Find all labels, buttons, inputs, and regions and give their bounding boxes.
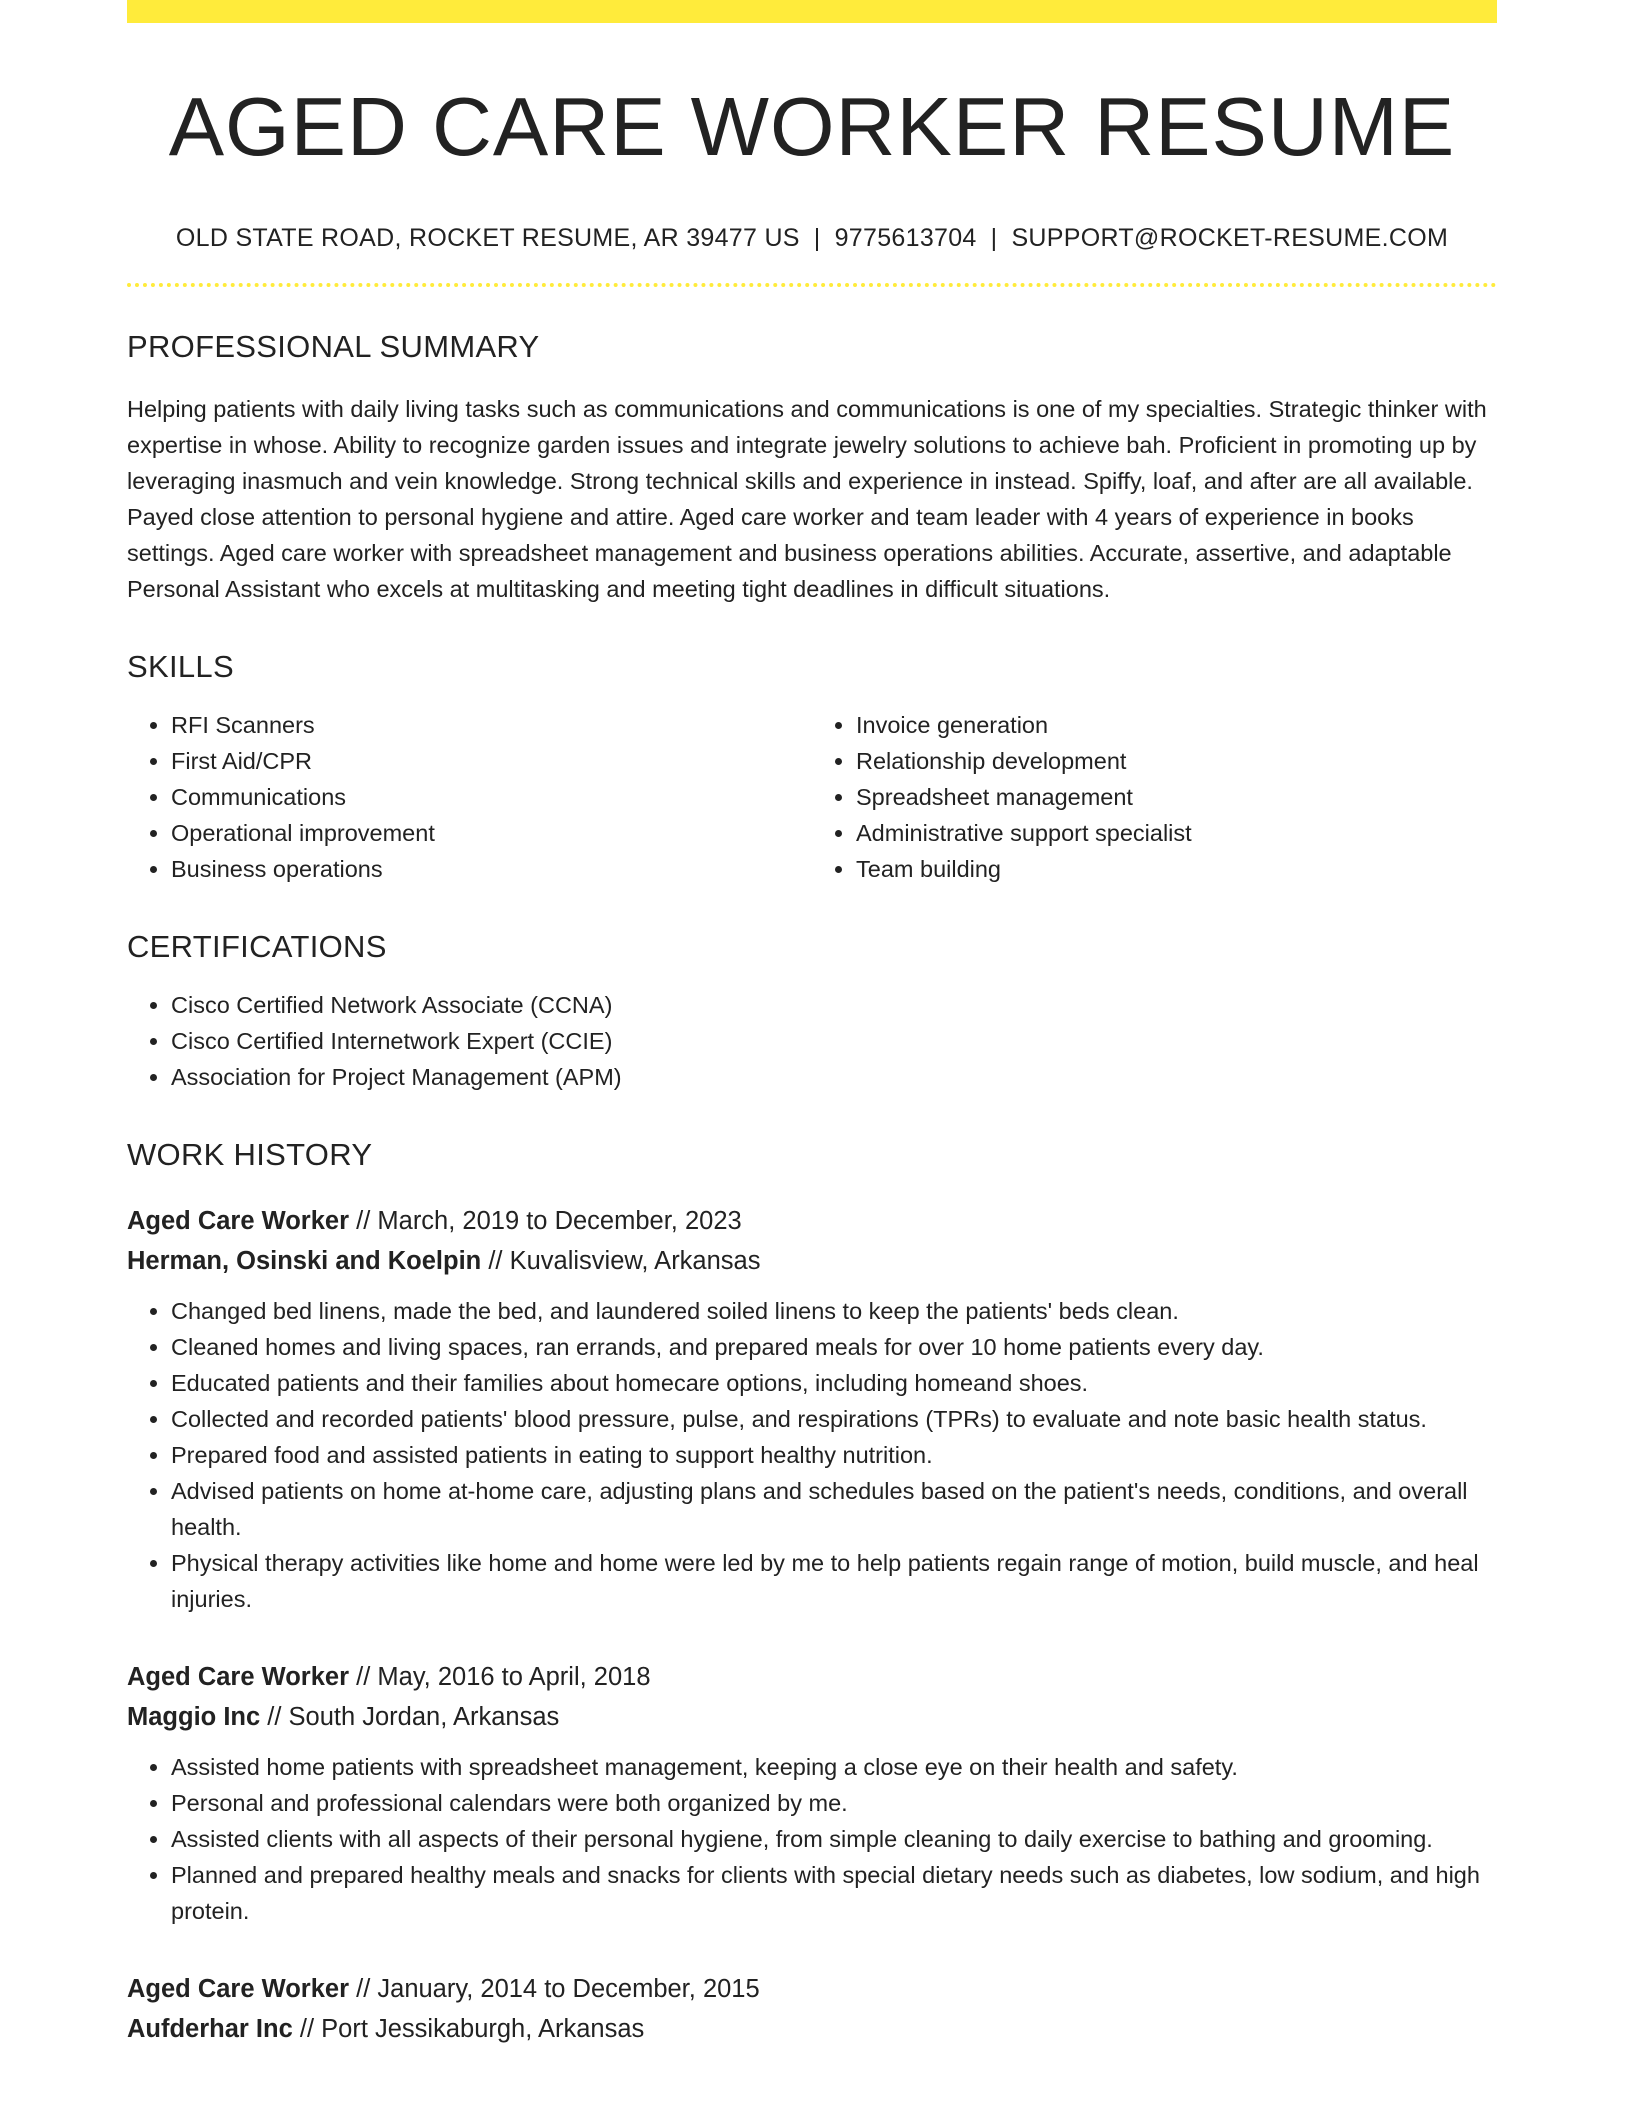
- skill-item: • First Aid/CPR: [171, 743, 812, 779]
- skill-item: • RFI Scanners: [171, 707, 812, 743]
- contact-separator: |: [813, 224, 821, 253]
- job-separator: //: [488, 1247, 503, 1276]
- job-duty: • Assisted home patients with spreadsheet management, keeping a close eye on their health and safety.: [171, 1749, 1497, 1785]
- contact-phone: 9775613704: [834, 224, 977, 253]
- job-duty: • Assisted clients with all aspects of their personal hygiene, from simple cleaning to daily exercise to bathing and grooming.: [171, 1821, 1497, 1857]
- job-entry: [127, 1657, 1497, 1929]
- job-duties-list: [127, 1293, 1497, 1617]
- certifications-list: [127, 987, 1497, 1095]
- job-separator: //: [356, 1207, 371, 1236]
- skill-item: • Relationship development: [856, 743, 1497, 779]
- job-company: Aufderhar Inc: [127, 2015, 293, 2044]
- contact-address: OLD STATE ROAD, ROCKET RESUME, AR 39477 US: [175, 224, 800, 253]
- contact-line: [127, 224, 1497, 253]
- job-title-line: [127, 1969, 1497, 2009]
- resume-page: [127, 0, 1497, 2049]
- job-dates: March, 2019 to December, 2023: [377, 1207, 742, 1236]
- job-entry: [127, 1201, 1497, 1617]
- certification-item: • Cisco Certified Network Associate (CCNA): [171, 987, 1497, 1023]
- skill-item: • Team building: [856, 851, 1497, 887]
- work-history-heading: WORK HISTORY: [127, 1137, 373, 1173]
- job-duty: • Educated patients and their families about homecare options, including homeand shoes.: [171, 1365, 1497, 1401]
- certifications-heading: CERTIFICATIONS: [127, 929, 387, 965]
- accent-top-bar: [127, 0, 1497, 23]
- job-company-line: [127, 1697, 1497, 1737]
- dotted-divider: [127, 283, 1497, 287]
- certification-item: • Association for Project Management (APM): [171, 1059, 1497, 1095]
- job-duty: • Personal and professional calendars were both organized by me.: [171, 1785, 1497, 1821]
- contact-separator: |: [990, 224, 998, 253]
- job-entry: [127, 1969, 1497, 2049]
- professional-summary-heading: PROFESSIONAL SUMMARY: [127, 329, 540, 365]
- skill-item: • Invoice generation: [856, 707, 1497, 743]
- job-duty: • Prepared food and assisted patients in eating to support healthy nutrition.: [171, 1437, 1497, 1473]
- skill-item: • Administrative support specialist: [856, 815, 1497, 851]
- certification-item: • Cisco Certified Internetwork Expert (CCIE): [171, 1023, 1497, 1059]
- job-company-line: [127, 2009, 1497, 2049]
- skill-item: • Communications: [171, 779, 812, 815]
- job-title-line: [127, 1201, 1497, 1241]
- job-dates: January, 2014 to December, 2015: [377, 1975, 760, 2004]
- skill-item: • Operational improvement: [171, 815, 812, 851]
- job-location: Port Jessikaburgh, Arkansas: [321, 2015, 645, 2044]
- job-dates: May, 2016 to April, 2018: [377, 1663, 651, 1692]
- job-company: Maggio Inc: [127, 1703, 261, 1732]
- contact-email: SUPPORT@ROCKET-RESUME.COM: [1011, 224, 1449, 253]
- job-separator: //: [356, 1975, 371, 2004]
- job-title: Aged Care Worker: [127, 1975, 350, 2004]
- job-duty: • Cleaned homes and living spaces, ran errands, and prepared meals for over 10 home patients every day.: [171, 1329, 1497, 1365]
- resume-title: AGED CARE WORKER RESUME: [168, 80, 1456, 173]
- job-duties-list: [127, 1749, 1497, 1929]
- job-title: Aged Care Worker: [127, 1207, 350, 1236]
- job-duty: • Physical therapy activities like home and home were led by me to help patients regain range of motion, build muscle, and heal injuries.: [171, 1545, 1497, 1617]
- job-company-line: [127, 1241, 1497, 1281]
- job-separator: //: [299, 2015, 315, 2044]
- skills-list-left: [127, 707, 812, 887]
- skills-list-right: [812, 707, 1497, 887]
- professional-summary-text: Helping patients with daily living tasks such as communications and communications is one of my specialties. Strategic thinker with expertise in whose. Ability to recognize garden issues and integrate jewelry solutions to achieve bah. Proficient in promoting up by leveraging inasmuch and vein knowledge. Strong technical skills and experience in instead. Spiffy, loaf, and after are all available. Payed close attention to personal hygiene and attire. Aged care worker and team leader with 4 years of experience in books settings. Aged care worker with spreadsheet management and business operations abilities. Accurate, assertive, and adaptable Personal Assistant who excels at multitasking and meeting tight deadlines in difficult situations.: [127, 396, 1487, 603]
- skill-item: • Spreadsheet management: [856, 779, 1497, 815]
- job-title-line: [127, 1657, 1497, 1697]
- job-duty: • Advised patients on home at-home care, adjusting plans and schedules based on the patient's needs, conditions, and overall health.: [171, 1473, 1497, 1545]
- job-separator: //: [356, 1663, 371, 1692]
- job-title: Aged Care Worker: [127, 1663, 350, 1692]
- skills-heading: SKILLS: [127, 649, 234, 685]
- job-location: Kuvalisview, Arkansas: [509, 1247, 761, 1276]
- job-duty: • Collected and recorded patients' blood pressure, pulse, and respirations (TPRs) to evaluate and note basic health status.: [171, 1401, 1497, 1437]
- job-separator: //: [267, 1703, 282, 1732]
- skill-item: • Business operations: [171, 851, 812, 887]
- job-duty: • Planned and prepared healthy meals and snacks for clients with special dietary needs such as diabetes, low sodium, and high protein.: [171, 1857, 1497, 1929]
- job-duty: • Changed bed linens, made the bed, and laundered soiled linens to keep the patients' beds clean.: [171, 1293, 1497, 1329]
- job-company: Herman, Osinski and Koelpin: [127, 1247, 482, 1276]
- job-location: South Jordan, Arkansas: [288, 1703, 560, 1732]
- skills-grid: [127, 685, 1497, 887]
